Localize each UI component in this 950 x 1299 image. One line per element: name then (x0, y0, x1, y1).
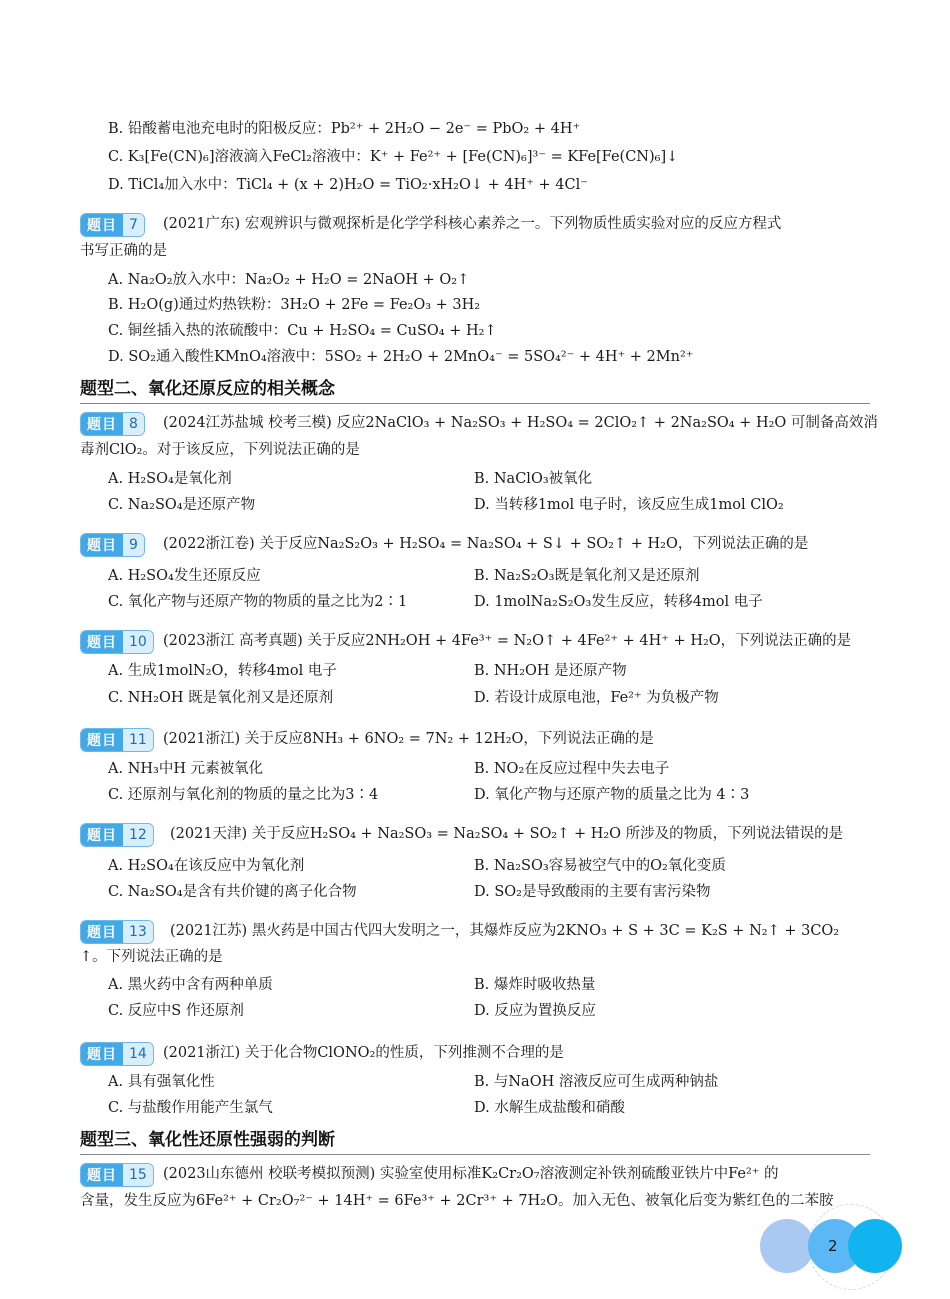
question-stem: (2023山东德州 校联考模拟预测) 实验室使用标准K₂Cr₂O₇溶液测定补铁剂硫酸亚铁片中Fe²⁺ 的 (163, 1166, 779, 1182)
question-badge-label: 题目 (81, 631, 123, 653)
question-badge-label: 题目 (81, 1043, 123, 1065)
option-a: A. 具有强氧化性 (108, 1074, 215, 1090)
page-number: 2 (828, 1237, 838, 1255)
question-stem-cont: ↑。下列说法正确的是 (80, 949, 223, 965)
question-badge-label: 题目 (81, 921, 123, 943)
question-stem: (2021浙江) 关于化合物ClONO₂的性质，下列推测不合理的是 (163, 1045, 564, 1061)
option-b: B. NaClO₃被氧化 (474, 471, 593, 487)
option-c: C. NH₂OH 既是氧化剂又是还原剂 (108, 690, 334, 706)
question-badge (80, 823, 154, 847)
option-b: B. H₂O(g)通过灼热铁粉：3H₂O + 2Fe = Fe₂O₃ + 3H₂ (108, 297, 481, 313)
question-badge (80, 412, 145, 436)
top-option-c: C. K₃[Fe(CN)₆]溶液滴入FeCl₂溶液中：K⁺ + Fe²⁺ + [Fe(CN)₆]³⁻ = KFe[Fe(CN)₆]↓ (108, 149, 679, 165)
question-badge (80, 630, 154, 654)
question-badge (80, 213, 145, 237)
question-badge-number: 13 (123, 921, 153, 943)
option-a: A. H₂SO₄发生还原反应 (108, 568, 261, 584)
option-a: A. NH₃中H 元素被氧化 (108, 761, 264, 777)
question-badge-number: 14 (123, 1043, 153, 1065)
option-b: B. 爆炸时吸收热量 (474, 977, 596, 993)
option-d: D. SO₂是导致酸雨的主要有害污染物 (474, 884, 711, 900)
section-heading: 题型二、氧化还原反应的相关概念 (80, 379, 335, 399)
question-stem: (2021江苏) 黑火药是中国古代四大发明之一，其爆炸反应为2KNO₃ + S + 3C = K₂S + N₂↑ + 3CO₂ (170, 923, 840, 939)
option-b: B. 与NaOH 溶液反应可生成两种钠盐 (474, 1074, 719, 1090)
option-d: D. SO₂通入酸性KMnO₄溶液中：5SO₂ + 2H₂O + 2MnO₄⁻ = 5SO₄²⁻ + 4H⁺ + 2Mn²⁺ (108, 349, 694, 365)
question-stem: (2024江苏盐城 校考三模) 反应2NaClO₃ + Na₂SO₃ + H₂SO₄ = 2ClO₂↑ + 2Na₂SO₄ + H₂O 可制备高效消 (163, 415, 878, 431)
question-badge-label: 题目 (81, 1164, 123, 1186)
question-badge (80, 1163, 154, 1187)
top-option-d: D. TiCl₄加入水中：TiCl₄ + (x + 2)H₂O = TiO₂·xH₂O↓ + 4H⁺ + 4Cl⁻ (108, 177, 588, 193)
question-badge-number: 8 (123, 413, 144, 435)
option-d: D. 反应为置换反应 (474, 1003, 596, 1019)
top-option-b: B. 铅酸蓄电池充电时的阳极反应：Pb²⁺ + 2H₂O − 2e⁻ = PbO₂ + 4H⁺ (108, 121, 581, 137)
question-stem-cont: 毒剂ClO₂。对于该反应，下列说法正确的是 (80, 442, 360, 458)
question-stem: (2021广东) 宏观辨识与微观探析是化学学科核心素养之一。下列物质性质实验对应的反应方程式 (163, 216, 782, 232)
decorative-circle (760, 1219, 814, 1273)
question-badge-number: 9 (123, 534, 144, 556)
option-d: D. 氧化产物与还原产物的质量之比为 4∶3 (474, 787, 750, 803)
option-c: C. 反应中S 作还原剂 (108, 1003, 244, 1019)
option-c: C. 铜丝插入热的浓硫酸中：Cu + H₂SO₄ = CuSO₄ + H₂↑ (108, 323, 497, 339)
question-badge (80, 1042, 154, 1066)
question-stem: (2022浙江卷) 关于反应Na₂S₂O₃ + H₂SO₄ = Na₂SO₄ + S↓ + SO₂↑ + H₂O，下列说法正确的是 (163, 536, 809, 552)
question-badge-label: 题目 (81, 214, 123, 236)
option-c: C. 与盐酸作用能产生氯气 (108, 1100, 273, 1116)
question-badge-label: 题目 (81, 413, 123, 435)
question-stem: (2023浙江 高考真题) 关于反应2NH₂OH + 4Fe³⁺ = N₂O↑ + 4Fe²⁺ + 4H⁺ + H₂O，下列说法正确的是 (163, 633, 852, 649)
option-d: D. 当转移1mol 电子时，该反应生成1mol ClO₂ (474, 497, 784, 513)
option-b: B. Na₂S₂O₃既是氧化剂又是还原剂 (474, 568, 700, 584)
question-badge (80, 533, 145, 557)
option-a: A. 黑火药中含有两种单质 (108, 977, 273, 993)
option-a: A. H₂SO₄在该反应中为氧化剂 (108, 858, 305, 874)
question-badge-label: 题目 (81, 534, 123, 556)
question-badge (80, 920, 154, 944)
section-heading: 题型三、氧化性还原性强弱的判断 (80, 1130, 335, 1150)
option-a: A. Na₂O₂放入水中：Na₂O₂ + H₂O = 2NaOH + O₂↑ (108, 272, 470, 288)
section-divider (80, 1154, 870, 1155)
question-stem-cont: 含量，发生反应为6Fe²⁺ + Cr₂O₇²⁻ + 14H⁺ = 6Fe³⁺ + 2Cr³⁺ + 7H₂O。加入无色、被氧化后变为紫红色的二苯胺 (80, 1193, 834, 1209)
option-b: B. NO₂在反应过程中失去电子 (474, 761, 670, 777)
decorative-circle (848, 1219, 902, 1273)
option-b: B. Na₂SO₃容易被空气中的O₂氧化变质 (474, 858, 726, 874)
option-c: C. 还原剂与氧化剂的物质的量之比为3∶4 (108, 787, 379, 803)
question-stem: (2021浙江) 关于反应8NH₃ + 6NO₂ = 7N₂ + 12H₂O，下列说法正确的是 (163, 731, 654, 747)
option-c: C. 氧化产物与还原产物的物质的量之比为2∶1 (108, 594, 408, 610)
question-badge (80, 728, 154, 752)
section-divider (80, 403, 870, 404)
question-badge-label: 题目 (81, 824, 123, 846)
option-a: A. H₂SO₄是氧化剂 (108, 471, 232, 487)
option-b: B. NH₂OH 是还原产物 (474, 663, 627, 679)
option-d: D. 1molNa₂S₂O₃发生反应，转移4mol 电子 (474, 594, 763, 610)
question-badge-number: 10 (123, 631, 153, 653)
question-badge-number: 15 (123, 1164, 153, 1186)
question-stem-cont: 书写正确的是 (80, 243, 167, 259)
question-badge-number: 7 (123, 214, 144, 236)
question-badge-number: 12 (123, 824, 153, 846)
option-a: A. 生成1molN₂O，转移4mol 电子 (108, 663, 337, 679)
option-c: C. Na₂SO₄是还原产物 (108, 497, 256, 513)
question-badge-label: 题目 (81, 729, 123, 751)
option-c: C. Na₂SO₄是含有共价键的离子化合物 (108, 884, 357, 900)
option-d: D. 若设计成原电池，Fe²⁺ 为负极产物 (474, 690, 719, 706)
question-stem: (2021天津) 关于反应H₂SO₄ + Na₂SO₃ = Na₂SO₄ + SO₂↑ + H₂O 所涉及的物质，下列说法错误的是 (170, 826, 844, 842)
question-badge-number: 11 (123, 729, 153, 751)
option-d: D. 水解生成盐酸和硝酸 (474, 1100, 625, 1116)
